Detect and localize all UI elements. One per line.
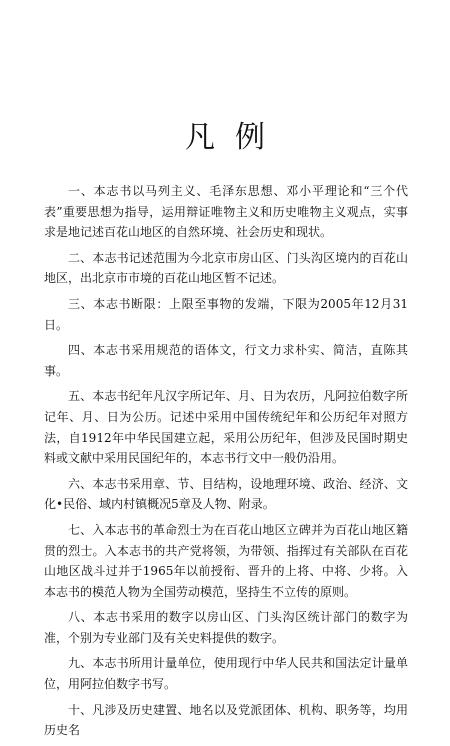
- guideline-paragraph-2: 二、本志书记述范围为今北京市房山区、门头沟区境内的百花山地区，出北京市市境的百花山地区暂不记述。: [44, 250, 408, 286]
- guideline-paragraph-8: 八、本志书采用的数字以房山区、门头沟区统计部门的数字为准，个别为专业部门及有关史料提供的数字。: [44, 610, 408, 645]
- guideline-paragraph-5: 五、本志书纪年凡汉字所记年、月、日为农历，凡阿拉伯数字所记年、月、日为公历。记述中采用中国传统纪年和公历纪年对照方法，自1912年中华民国建立起，采用公历纪年，但涉及民国时期史料或文献中采用民国纪年的，本志书行文中一般仍沿用。: [44, 389, 408, 466]
- page-title: 凡例: [185, 120, 285, 155]
- guidelines-body: [44, 181, 408, 746]
- guideline-paragraph-10: 十、凡涉及历史建置、地名以及党派团体、机构、职务等，均用历史名: [44, 702, 408, 738]
- guideline-paragraph-1: 一、本志书以马列主义、毛泽东思想、邓小平理论和“三个代表”重要思想为指导，运用辩证唯物主义和历史唯物主义观点，实事求是地记述百花山地区的自然环境、社会历史和现状。: [44, 184, 408, 240]
- guideline-paragraph-3: 三、本志书断限：上限至事物的发端，下限为2005年12月31日。: [44, 296, 408, 332]
- guideline-paragraph-9: 九、本志书所用计量单位，使用现行中华人民共和国法定计量单位，用阿拉伯数字书写。: [44, 656, 408, 692]
- guideline-paragraph-4: 四、本志书采用规范的语体文，行文力求朴实、简洁，直陈其事。: [44, 343, 408, 378]
- guideline-paragraph-7: 七、入本志书的革命烈士为在百花山地区立碑并为百花山地区籍贯的烈士。入本志书的共产党将领，为带领、指挥过有关部队在百花山地区战斗过并于1965年以前授衔、晋升的上将、中将、少将。入本志书的模范人物为全国劳动模范，坚持生不立传的原则。: [44, 522, 408, 599]
- guideline-paragraph-6: 六、本志书采用章、节、目结构，设地理环境、政治、经济、文化•民俗、域内村镇概况5章及人物、附录。: [44, 476, 408, 512]
